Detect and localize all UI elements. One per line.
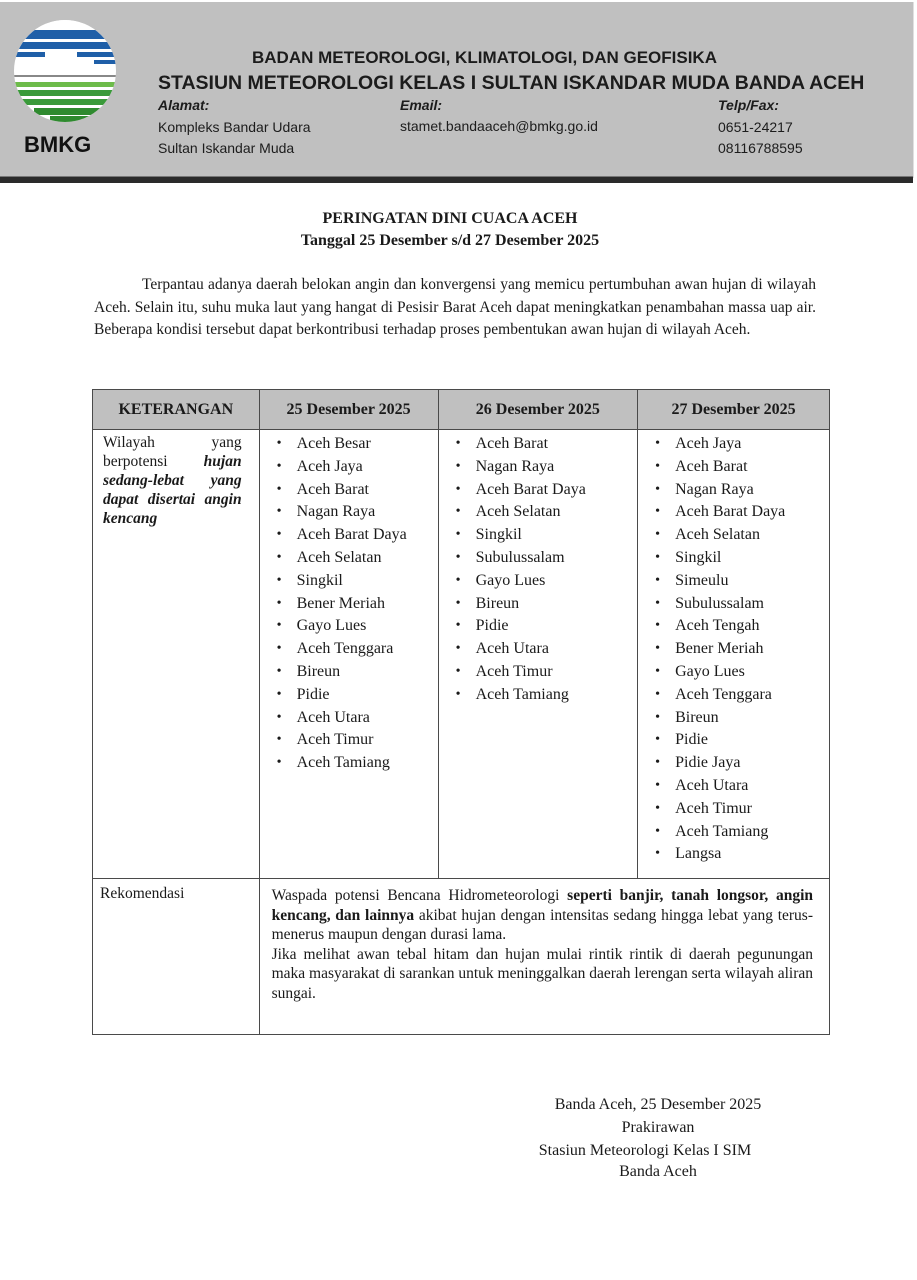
header-keterangan: KETERANGAN [93, 390, 260, 430]
list-item: • Aceh Barat [655, 456, 828, 479]
list-item: • Aceh Selatan [655, 524, 828, 547]
letterhead-divider [0, 176, 913, 183]
list-item: • Aceh Tamiang [456, 684, 636, 707]
list-item: • Singkil [655, 547, 828, 570]
letterhead [0, 2, 914, 178]
list-item: • Bireun [456, 593, 636, 616]
email-value: stamet.bandaaceh@bmkg.go.id [400, 118, 598, 134]
list-item: • Pidie [456, 615, 636, 638]
station-name: STASIUN METEOROLOGI KELAS I SULTAN ISKANDAR MUDA BANDA ACEH [158, 72, 865, 94]
signature-station: Stasiun Meteorologi Kelas I SIM [538, 1142, 752, 1159]
list-item: • Aceh Besar [277, 433, 437, 456]
header-day-2: 26 Desember 2025 [438, 390, 637, 430]
list-item: • Aceh Barat [277, 479, 437, 502]
list-item: • Gayo Lues [456, 570, 636, 593]
header-day-1: 25 Desember 2025 [259, 390, 438, 430]
logo-text: BMKG [24, 132, 92, 157]
recommendation-hazards: seperti banjir, tanah longsor, angin kencang, dan lainnya [271, 887, 814, 924]
document-title: PERINGATAN DINI CUACA ACEH [322, 210, 578, 227]
header-day-3: 27 Desember 2025 [638, 390, 830, 430]
table-header-row [93, 390, 830, 430]
list-item: • Pidie [277, 684, 437, 707]
email-label: Email: [400, 97, 443, 113]
recommendation-text [261, 880, 828, 1003]
recommendation-cell [259, 879, 829, 1035]
phone-1: 0651-24217 [718, 119, 793, 135]
agency-name: BADAN METEOROLOGI, KLIMATOLOGI, DAN GEOFISIKA [252, 48, 717, 67]
bmkg-logo-icon [14, 20, 116, 122]
recommendation-part-1: Waspada potensi Bencana Hidrometeorologi [271, 887, 568, 904]
list-item: • Aceh Utara [277, 707, 437, 730]
document-subtitle: Tanggal 25 Desember s/d 27 Desember 2025 [300, 232, 600, 249]
list-item: • Nagan Raya [277, 501, 437, 524]
list-item: • Langsa [655, 843, 828, 866]
signature-city: Banda Aceh [619, 1163, 697, 1180]
list-item: • Aceh Tenggara [277, 638, 437, 661]
list-item: • Bireun [277, 661, 437, 684]
list-item: • Aceh Tamiang [655, 821, 828, 844]
day-2-cell [438, 430, 637, 879]
list-item: • Aceh Jaya [277, 456, 437, 479]
recommendation-part-2: akibat hujan dengan intensitas sedang hingga lebat yang terus-menerus maupun dengan durasi lama. [271, 906, 813, 943]
phone-label: Telp/Fax: [718, 97, 779, 113]
day-2-region-list [440, 431, 636, 707]
list-item: • Aceh Tenggara [655, 684, 828, 707]
list-item: • Aceh Barat Daya [277, 524, 437, 547]
list-item: • Pidie [655, 729, 828, 752]
warning-table [92, 389, 830, 1035]
description-emphasis: hujan sedang-lebat yang dapat disertai angin kencang [103, 453, 242, 527]
list-item: • Gayo Lues [655, 661, 828, 684]
signature-role: Prakirawan [621, 1119, 695, 1136]
list-item: • Bireun [655, 707, 828, 730]
list-item: • Gayo Lues [277, 615, 437, 638]
list-item: • Aceh Jaya [655, 433, 828, 456]
day-3-region-list [639, 431, 828, 866]
intro-paragraph: Terpantau adanya daerah belokan angin dan konvergensi yang memicu pertumbuhan awan hujan di wilayah Aceh. Selain itu, suhu muka laut yang hangat di Pesisir Barat Aceh dapat meningkatkan penambahan massa uap air. Beberapa kondisi tersebut dapat berkontribusi terhadap proses pembentukan awan hujan di wilayah Aceh. [94, 276, 816, 338]
day-1-region-list [261, 431, 437, 775]
description-cell [93, 430, 260, 879]
list-item: • Simeulu [655, 570, 828, 593]
address-label: Alamat: [158, 97, 210, 113]
table-row [93, 879, 830, 1035]
list-item: • Subulussalam [655, 593, 828, 616]
list-item: • Nagan Raya [655, 479, 828, 502]
description-text: Wilayah yang berpotensi [103, 434, 242, 470]
list-item: • Aceh Timur [655, 798, 828, 821]
list-item: • Pidie Jaya [655, 752, 828, 775]
recommendation-label: Rekomendasi [93, 879, 260, 1035]
list-item: • Nagan Raya [456, 456, 636, 479]
list-item: • Aceh Barat Daya [655, 501, 828, 524]
list-item: • Aceh Utara [655, 775, 828, 798]
list-item: • Aceh Selatan [277, 547, 437, 570]
signature-place-date: Banda Aceh, 25 Desember 2025 [554, 1096, 762, 1113]
list-item: • Aceh Barat [456, 433, 636, 456]
address-line-2: Sultan Iskandar Muda [158, 140, 295, 156]
list-item: • Aceh Tengah [655, 615, 828, 638]
list-item: • Bener Meriah [277, 593, 437, 616]
list-item: • Aceh Timur [456, 661, 636, 684]
list-item: • Subulussalam [456, 547, 636, 570]
phone-2: 08116788595 [718, 140, 803, 156]
list-item: • Singkil [456, 524, 636, 547]
table-row [93, 430, 830, 879]
recommendation-part-3: Jika melihat awan tebal hitam dan hujan mulai rintik rintik di daerah pegunungan maka masyarakat di sarankan untuk meninggalkan daerah lerengan serta wilayah aliran sungai. [271, 945, 814, 1002]
list-item: • Aceh Selatan [456, 501, 636, 524]
list-item: • Aceh Utara [456, 638, 636, 661]
list-item: • Aceh Barat Daya [456, 479, 636, 502]
list-item: • Aceh Tamiang [277, 752, 437, 775]
day-3-cell [638, 430, 830, 879]
list-item: • Singkil [277, 570, 437, 593]
address-line-1: Kompleks Bandar Udara [158, 119, 311, 135]
day-1-cell [259, 430, 438, 879]
list-item: • Bener Meriah [655, 638, 828, 661]
list-item: • Aceh Timur [277, 729, 437, 752]
